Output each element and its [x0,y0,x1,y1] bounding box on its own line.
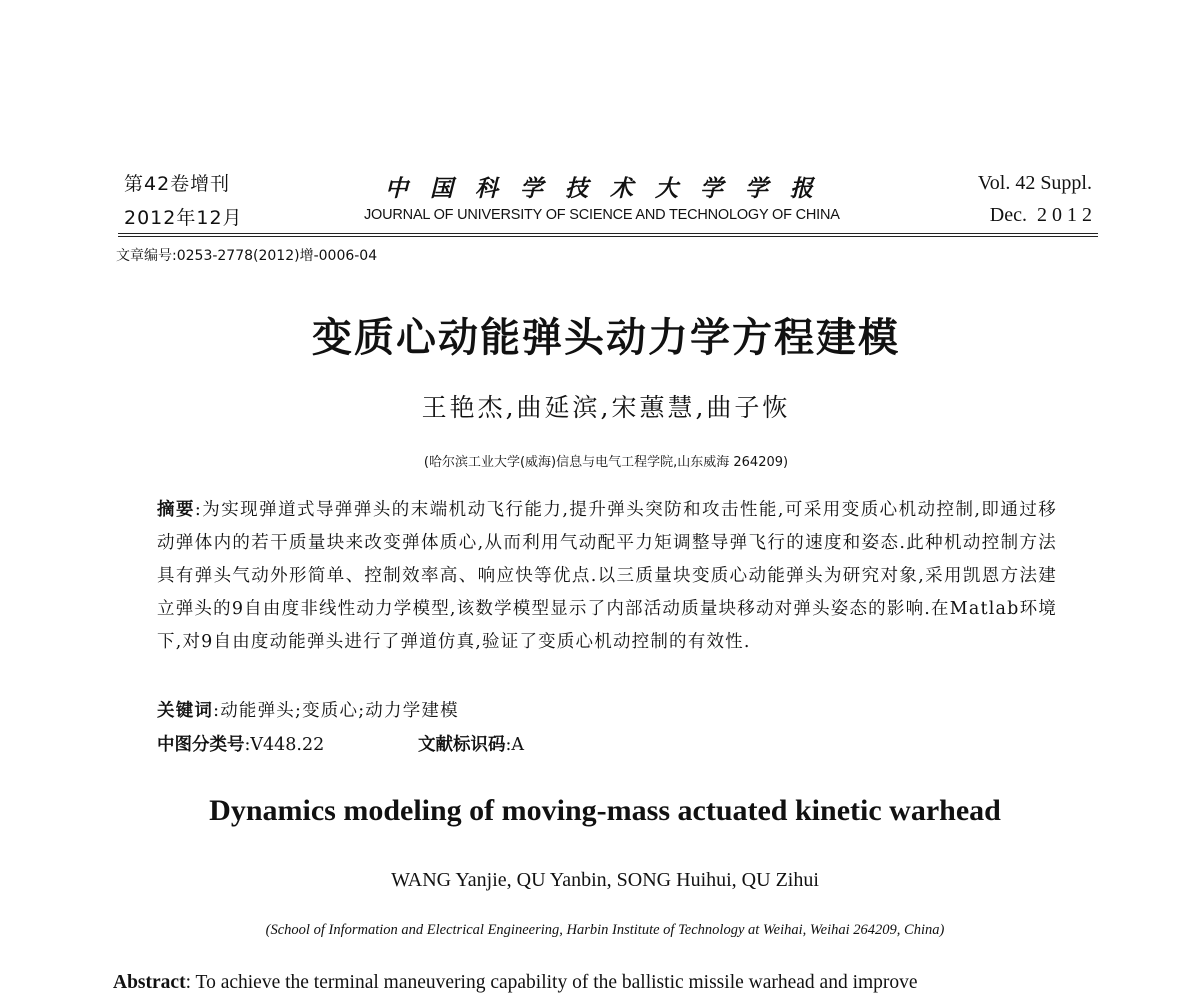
classification [157,731,324,756]
abstract-en [113,968,1098,998]
header-rule [118,233,1098,234]
keywords-text: :动能弹头;变质心;动力学建模 [213,701,459,721]
date-cn: 2012年12月 [124,207,243,229]
document-code-label: 文献标识码 [418,735,506,755]
classification-text: :V448.22 [244,735,325,755]
authors-en: WANG Yanjie, QU Yanbin, SONG Huihui, QU Zihui [391,869,819,891]
paper-title-cn: 变质心动能弹头动力学方程建模 [312,315,900,361]
keywords [157,697,459,722]
journal-name-cn: 中国科学技术大学学报 [385,175,835,202]
abstract-en-text: : To achieve the terminal maneuvering capability of the ballistic missile warhead and improve [185,972,918,993]
authors-cn: 王艳杰,曲延滨,宋蕙慧,曲子恢 [421,393,791,422]
document-code [418,731,524,756]
classification-label: 中图分类号 [157,735,245,755]
affiliation-cn: (哈尔滨工业大学(威海)信息与电气工程学院,山东威海 264209) [423,455,789,470]
affiliation-en: (School of Information and Electrical Engineering, Harbin Institute of Technology at Weihai, Weihai 264209, China) [265,922,945,938]
header-rule-thin [118,236,1098,237]
keywords-label: 关键词 [157,701,214,721]
journal-name-en: JOURNAL OF UNIVERSITY OF SCIENCE AND TECHNOLOGY OF CHINA [364,207,840,223]
paper-title-en: Dynamics modeling of moving-mass actuated kinetic warhead [209,794,1001,827]
document-code-text: :A [505,735,525,755]
volume-en: Vol. 42 Suppl. [977,172,1092,194]
abstract-cn [157,494,1057,659]
abstract-cn-label: 摘要 [157,500,195,520]
article-number: 文章编号:0253-2778(2012)增-0006-04 [116,248,378,264]
volume-cn: 第42卷增刊 [124,173,231,195]
date-en: Dec. 2 0 1 2 [989,204,1092,226]
abstract-en-label: Abstract [113,972,186,993]
abstract-cn-text: :为实现弹道式导弹弹头的末端机动飞行能力,提升弹头突防和攻击性能,可采用变质心机动控制,即通过移动弹体内的若干质量块来改变弹体质心,从而利用气动配平力矩调整导弹飞行的速度和姿态.此种机动控制方法具有弹头气动外形简单、控制效率高、响应快等优点.以三质量块变质心动能弹头为研究对象,采用凯恩方法建立弹头的9自由度非线性动力学模型,该数学模型显示了内部活动质量块移动对弹头姿态的影响.在Matlab环境下,对9自由度动能弹头进行了弹道仿真,验证了变质心机动控制的有效性. [157,500,1057,652]
